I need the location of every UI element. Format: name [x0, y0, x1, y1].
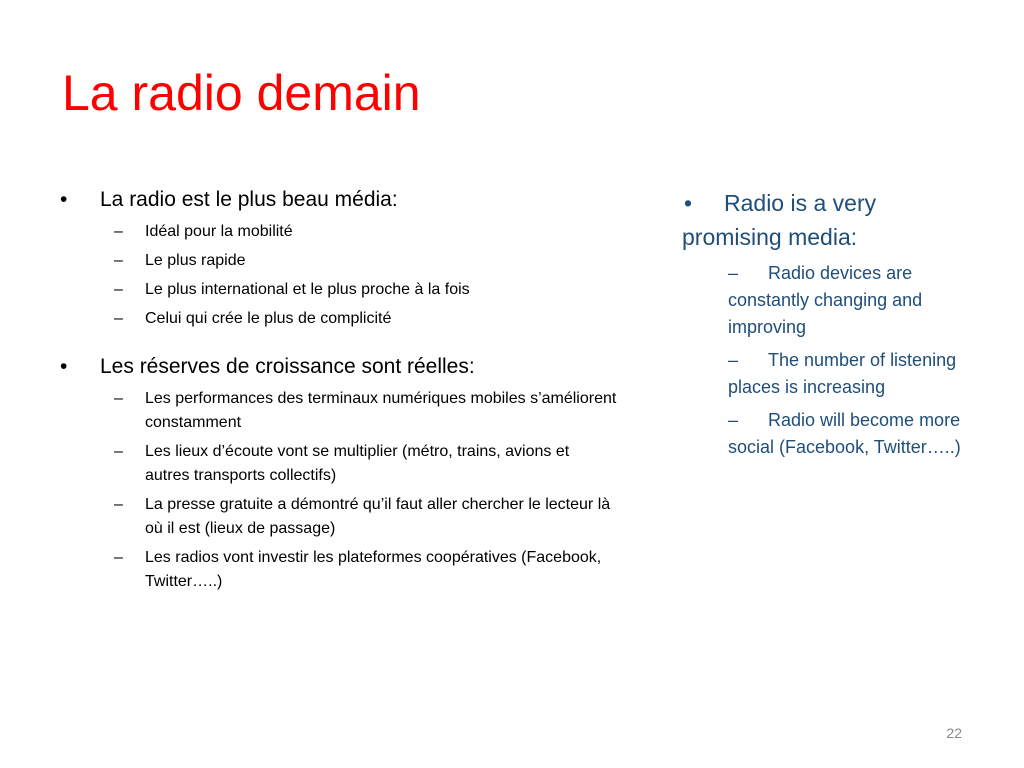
right-column [682, 186, 982, 461]
right-sub-item-text: Radio devices are constantly changing and improving [728, 263, 923, 337]
dash-icon: – [114, 281, 123, 298]
sub-list [58, 220, 618, 331]
sub-item-text: Idéal pour la mobilité [145, 223, 293, 240]
bullet-icon: • [60, 188, 68, 211]
dash-icon: – [114, 252, 123, 269]
sub-item [58, 387, 618, 435]
sub-item [58, 249, 618, 273]
slide-title: La radio demain [62, 65, 421, 121]
dash-icon: – [114, 496, 123, 513]
page-number: 22 [946, 725, 962, 741]
sub-item [58, 493, 618, 541]
right-bullet-item [682, 186, 982, 254]
sub-item-text: La presse gratuite a démontré qu’il faut aller chercher le lecteur là où il est (lieux de passage) [145, 496, 611, 537]
dash-icon: – [728, 263, 739, 283]
bullet-group [58, 186, 618, 331]
sub-item [58, 278, 618, 302]
dash-icon: – [114, 223, 123, 240]
dash-icon: – [114, 390, 123, 407]
sub-item-text: Les performances des terminaux numériques mobiles s’améliorent constamment [145, 390, 617, 431]
dash-icon: – [114, 549, 123, 566]
sub-item-text: Les lieux d’écoute vont se multiplier (métro, trains, avions et autres transports collectifs) [145, 443, 570, 484]
bullet-text: Les réserves de croissance sont réelles: [100, 355, 475, 378]
right-sub-item [728, 407, 982, 461]
right-sub-item [728, 347, 982, 401]
bullet-icon: • [60, 355, 68, 378]
sub-item-text: Le plus international et le plus proche à la fois [145, 281, 470, 298]
sub-list [58, 387, 618, 594]
dash-icon: – [728, 410, 739, 430]
sub-item [58, 220, 618, 244]
bullet-item [58, 353, 618, 381]
sub-item-text: Celui qui crée le plus de complicité [145, 310, 392, 327]
left-column [58, 186, 618, 616]
bullet-icon: • [684, 190, 693, 216]
dash-icon: – [728, 350, 739, 370]
dash-icon: – [114, 310, 123, 327]
sub-item-text: Les radios vont investir les plateformes coopératives (Facebook, Twitter…..) [145, 549, 602, 590]
sub-item [58, 307, 618, 331]
bullet-text: La radio est le plus beau média: [100, 188, 398, 211]
right-sub-item [728, 260, 982, 341]
sub-item-text: Le plus rapide [145, 252, 246, 269]
sub-item [58, 440, 618, 488]
right-sub-item-text: Radio will become more social (Facebook, Twitter…..) [728, 410, 961, 457]
sub-item [58, 546, 618, 594]
right-bullet-text: Radio is a very promising media: [682, 190, 877, 250]
dash-icon: – [114, 443, 123, 460]
bullet-group [58, 353, 618, 594]
bullet-item [58, 186, 618, 214]
right-sub-item-text: The number of listening places is increasing [728, 350, 957, 397]
